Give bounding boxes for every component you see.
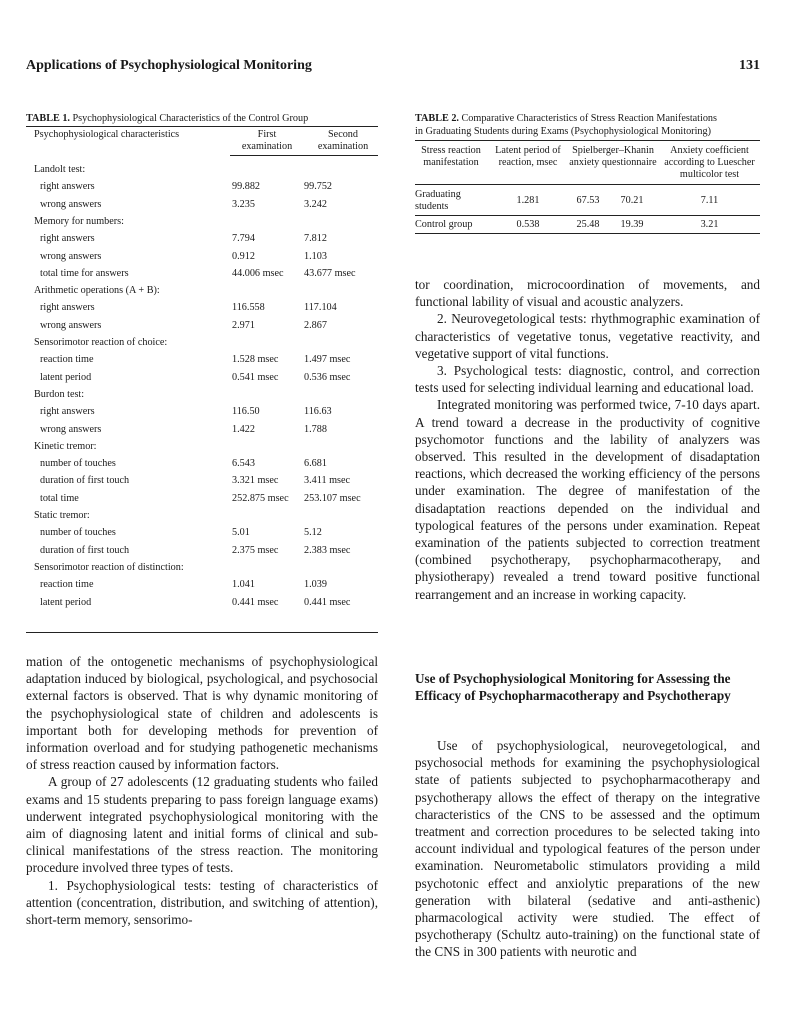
paragraph: 2. Neurovegetological tests: rhythmographic examination of characteristics of vegetative tonus, vegetative reactivity, and vegetative support of vital functions. [415, 311, 760, 361]
table-row [26, 351, 378, 368]
row-label: number of touches [40, 527, 116, 539]
first-examination-value: 7.794 [232, 233, 255, 245]
first-examination-value: 0.441 msec [232, 596, 279, 608]
table-2-cell: 19.39 [620, 219, 644, 230]
row-group-label: Burdon test: [34, 388, 85, 400]
table-row [26, 248, 378, 265]
first-examination-value: 2.971 [232, 319, 255, 331]
row-label: right answers [40, 406, 95, 418]
table-row [26, 559, 378, 576]
row-group-label: Landolt test: [34, 164, 86, 175]
row-label: duration of first touch [40, 544, 130, 556]
second-examination-value: 1.788 [304, 423, 327, 435]
table-row [26, 334, 378, 351]
table-2-header-rule [415, 184, 760, 185]
second-examination-value: 43.677 msec [304, 267, 356, 279]
second-examination-value: 3.411 msec [304, 475, 351, 487]
table-2-caption [415, 112, 760, 138]
row-label: number of touches [40, 458, 116, 470]
table-row [26, 455, 378, 472]
paragraph: 3. Psychological tests: diagnostic, control, and correction tests used for selecting individual learning and educational load. [415, 363, 760, 396]
second-examination-value: 99.752 [304, 181, 333, 193]
table-row [26, 403, 378, 420]
table-2 [415, 112, 760, 234]
table-1-header-characteristics: Psychophysiological characteristics [34, 129, 180, 140]
table-1-header-first: First examination [241, 129, 293, 152]
paragraph: mation of the ontogenetic mechanisms of psychophysiological adaptation induced by biological, psychological, and psychosocial external factors is observed. That is why dynamic monitoring of the psychophysiological state of children and adolescents is important both for developing methods for prevention of information overload and for studying pathogenetic mechanisms of stress reaction caused by information factors. [26, 654, 378, 773]
section-heading: Use of Psychophysiological Monitoring for Assessing the Efficacy of Psychopharmacotherapy and Psychotherapy [415, 671, 731, 704]
page-number: 131 [739, 58, 760, 73]
second-examination-value: 7.812 [304, 233, 327, 245]
first-examination-value: 3.235 [232, 198, 255, 210]
second-examination-value: 117.104 [304, 302, 337, 314]
table-1 [26, 112, 378, 633]
paragraph: tor coordination, microcoordination of movements, and functional lability of visual and acoustic analyzers. [415, 277, 760, 310]
table-2-title-line2: in Graduating Students during Exams (Psychophysiological Monitoring) [415, 126, 711, 137]
row-group-label: Arithmetic operations (A + B): [34, 285, 160, 297]
first-examination-value: 5.01 [232, 527, 250, 539]
table-1-grid [26, 126, 378, 633]
table-2-title-line1: Comparative Characteristics of Stress Reaction Manifestations [461, 113, 717, 124]
table-row [26, 594, 378, 611]
running-head [26, 58, 760, 78]
first-examination-value: 44.006 msec [232, 267, 284, 279]
row-label: latent period [40, 371, 92, 383]
table-row [26, 421, 378, 438]
table-row [26, 438, 378, 455]
table-2-cell: 0.538 [516, 219, 540, 230]
table-row [26, 161, 378, 178]
second-examination-value: 5.12 [304, 527, 322, 539]
table-1-title: Psychophysiological Characteristics of the Control Group [72, 113, 309, 124]
table-2-row-control: Control group [415, 219, 473, 230]
table-row [26, 490, 378, 507]
row-group-label: Static tremor: [34, 510, 90, 521]
table-2-label: TABLE 2. [415, 113, 459, 124]
paragraph: Integrated monitoring was performed twice, 7-10 days apart. A trend toward a decrease in the productivity of cognitive psychomotor functions and the lability of analyzers was observed. This resulted in the development of disadaptation reactions, which decreased the working efficiency of the persons under examination. The degree of manifestation of the disadaptation reactions depended on the individual and typological features of the persons under examination. Repeat examination of the patients subjected to correction treatment (combined psychotherapy, psychopharmacotherapy, and physiotherapy) revealed a trend toward positive functional rearrangement and an increase in working capacity. [415, 397, 760, 602]
second-examination-value: 6.681 [304, 458, 327, 470]
row-label: wrong answers [40, 198, 102, 210]
second-examination-value: 1.497 msec [304, 354, 351, 366]
row-label: right answers [40, 233, 95, 245]
first-examination-value: 1.528 msec [232, 354, 279, 366]
table-2-cell: 7.11 [700, 195, 719, 206]
table-row [26, 230, 378, 247]
table-row [26, 317, 378, 334]
table-row [26, 299, 378, 316]
first-examination-value: 116.558 [232, 302, 265, 314]
table-2-row-rule [415, 215, 760, 216]
row-label: reaction time [40, 579, 94, 591]
first-examination-value: 1.041 [232, 579, 255, 591]
table-1-caption [26, 112, 378, 126]
second-examination-value: 1.103 [304, 250, 327, 262]
row-label: total time for answers [40, 267, 129, 279]
table-2-cell: 1.281 [516, 195, 540, 206]
row-group-label: Sensorimotor reaction of distinction: [34, 561, 184, 573]
table-2-cell: 25.48 [576, 219, 600, 230]
table-row [26, 507, 378, 524]
paragraph: Use of psychophysiological, neurovegetological, and psychosocial methods for examining the psychophysiological state of patients subjected to psychopharmacotherapy and psychotherapy allows the effect of therapy on the integrative characteristics of the CNS to be assessed and the optimum treatment and correction procedures to be selected taking into account individual and typological features of the person under examination. Neurometabolic stimulators providing a mild psychotonic effect and anxiolytic preparations of the new generation with bilateral (sedative and anti-asthenic) pharmacological activity were studied. The effect of psychotherapy (Schultz auto-training) on the functional state of the CNS in 300 patients with neurotic and [415, 738, 760, 960]
table-row [26, 369, 378, 386]
table-1-header-second: Second examination [317, 129, 369, 152]
first-examination-value: 0.912 [232, 250, 255, 262]
second-examination-value: 1.039 [304, 579, 327, 591]
table-1-label: TABLE 1. [26, 113, 70, 124]
row-group-label: Sensorimotor reaction of choice: [34, 337, 168, 348]
first-examination-value: 99.882 [232, 181, 261, 193]
row-label: reaction time [40, 354, 94, 366]
first-examination-value: 0.541 msec [232, 371, 279, 383]
table-row [26, 576, 378, 593]
second-examination-value: 0.536 msec [304, 371, 351, 383]
table-2-header-stress: Stress reaction manifestation [421, 145, 481, 168]
second-examination-value: 253.107 msec [304, 492, 361, 504]
table-row [26, 472, 378, 489]
second-examination-value: 2.383 msec [304, 544, 351, 556]
table-2-header-latent: Latent period of reaction, msec [495, 145, 561, 168]
first-examination-value: 3.321 msec [232, 475, 279, 487]
table-row [26, 196, 378, 213]
row-group-label: Memory for numbers: [34, 215, 124, 227]
body-left-column [26, 653, 378, 928]
table-2-header-anxiety: Anxiety coefficient according to Luescher multicolor test [664, 145, 755, 180]
second-examination-value: 3.242 [304, 198, 327, 210]
first-examination-value: 116.50 [232, 406, 260, 418]
row-label: wrong answers [40, 319, 102, 331]
first-examination-value: 1.422 [232, 423, 255, 435]
row-label: duration of first touch [40, 475, 130, 487]
table-2-header-spielberger: Spielberger–Khanin anxiety questionnaire [569, 145, 657, 168]
row-label: wrong answers [40, 250, 102, 262]
table-row [26, 386, 378, 403]
row-label: latent period [40, 596, 92, 608]
body-right-column-bottom [415, 737, 760, 961]
first-examination-value: 252.875 msec [232, 492, 289, 504]
second-examination-value: 0.441 msec [304, 596, 351, 608]
paragraph: 1. Psychophysiological tests: testing of characteristics of attention (concentration, distribution, and switching of attention), short-term memory, sensorimo- [26, 877, 378, 928]
table-2-grid [415, 140, 760, 234]
row-label: wrong answers [40, 423, 102, 435]
second-examination-value: 116.63 [304, 406, 332, 418]
first-examination-value: 2.375 msec [232, 544, 279, 556]
paragraph: A group of 27 adolescents (12 graduating students who failed exams and 15 students preparing to pass foreign language exams) underwent integrated psychophysiological monitoring with the aim of diagnosing latent and initial forms of clinical and sub-clinical manifestations of the stress reaction. The monitoring procedure involved three types of tests. [26, 774, 378, 876]
table-row [26, 213, 378, 230]
row-label: total time [40, 492, 79, 504]
row-label: right answers [40, 181, 95, 193]
table-row [26, 282, 378, 299]
table-2-row-graduating: Graduating students [415, 189, 461, 212]
second-examination-value: 2.867 [304, 319, 327, 331]
table-row [26, 542, 378, 559]
table-1-header-rule [230, 155, 378, 156]
first-examination-value: 6.543 [232, 458, 255, 470]
table-2-cell: 70.21 [620, 195, 644, 206]
body-right-column-top [415, 276, 760, 603]
table-row [26, 178, 378, 195]
table-2-cell: 3.21 [700, 219, 719, 230]
running-title: Applications of Psychophysiological Monitoring [26, 58, 312, 73]
row-group-label: Kinetic tremor: [34, 440, 97, 452]
row-label: right answers [40, 302, 95, 314]
table-row [26, 524, 378, 541]
table-2-cell: 67.53 [576, 195, 600, 206]
table-row [26, 265, 378, 282]
